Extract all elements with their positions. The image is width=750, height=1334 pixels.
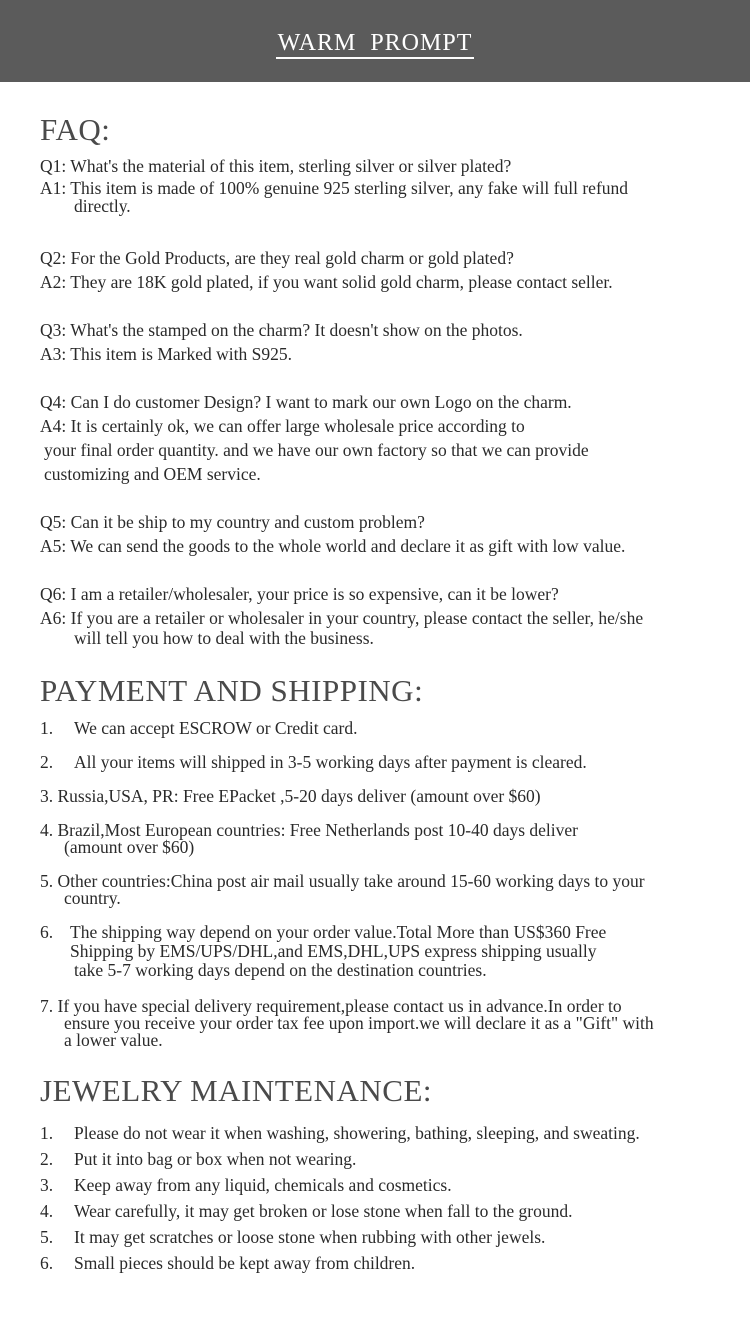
shipping-item-1-number: 1.	[40, 718, 54, 738]
banner-title	[0, 28, 750, 59]
faq-a4-line3: customizing and OEM service.	[44, 464, 261, 484]
faq-a4-line2: your final order quantity. and we have our own factory so that we can provide	[44, 440, 589, 460]
maintenance-item-6-number: 6.	[40, 1253, 54, 1273]
header-banner	[0, 0, 750, 82]
maintenance-item-3: Keep away from any liquid, chemicals and cosmetics.	[74, 1175, 452, 1195]
faq-a1-line1: A1: This item is made of 100% genuine 925 sterling silver, any fake will full refund	[40, 178, 629, 198]
shipping-item-6-line2: Shipping by EMS/UPS/DHL,and EMS,DHL,UPS express shipping usually	[70, 941, 597, 961]
maintenance-item-5-number: 5.	[40, 1227, 54, 1247]
shipping-item-2: All your items will shipped in 3-5 working days after payment is cleared.	[74, 752, 587, 772]
maintenance-item-3-number: 3.	[40, 1175, 54, 1195]
faq-a6-line1: A6: If you are a retailer or wholesaler in your country, please contact the seller, he/she	[40, 608, 644, 628]
maintenance-item-2-number: 2.	[40, 1149, 54, 1169]
shipping-item-7-line2: ensure you receive your order tax fee upon import.we will declare it as a "Gift" with	[64, 1013, 654, 1033]
faq-heading: FAQ:	[40, 112, 111, 147]
maintenance-item-5: It may get scratches or loose stone when rubbing with other jewels.	[74, 1227, 546, 1247]
shipping-item-1: We can accept ESCROW or Credit card.	[74, 718, 358, 738]
shipping-item-5-line2: country.	[64, 888, 121, 908]
banner-title-text: WARM PROMPT	[276, 29, 475, 59]
faq-q3: Q3: What's the stamped on the charm? It doesn't show on the photos.	[40, 320, 523, 340]
maintenance-item-2: Put it into bag or box when not wearing.	[74, 1149, 357, 1169]
maintenance-item-6: Small pieces should be kept away from children.	[74, 1253, 416, 1273]
maintenance-item-4-number: 4.	[40, 1201, 54, 1221]
maintenance-item-4: Wear carefully, it may get broken or lose stone when fall to the ground.	[74, 1201, 573, 1221]
shipping-item-6-line1: The shipping way depend on your order value.Total More than US$360 Free	[70, 922, 607, 942]
faq-a1-line2: directly.	[74, 196, 131, 216]
shipping-item-5-line1: 5. Other countries:China post air mail usually take around 15-60 working days to your	[40, 871, 645, 891]
faq-a5: A5: We can send the goods to the whole world and declare it as gift with low value.	[40, 536, 626, 556]
faq-q6: Q6: I am a retailer/wholesaler, your price is so expensive, can it be lower?	[40, 584, 559, 604]
maintenance-item-1-number: 1.	[40, 1123, 54, 1143]
shipping-item-2-number: 2.	[40, 752, 54, 772]
shipping-item-4-line2: (amount over $60)	[64, 837, 195, 857]
shipping-heading: PAYMENT AND SHIPPING:	[40, 673, 424, 708]
shipping-item-6-line3: take 5-7 working days depend on the destination countries.	[74, 960, 487, 980]
shipping-item-7-line1: 7. If you have special delivery requirement,please contact us in advance.In order to	[40, 996, 622, 1016]
faq-q5: Q5: Can it be ship to my country and custom problem?	[40, 512, 425, 532]
shipping-item-7-line3: a lower value.	[64, 1030, 163, 1050]
maintenance-item-1: Please do not wear it when washing, showering, bathing, sleeping, and sweating.	[74, 1123, 640, 1143]
maintenance-heading: JEWELRY MAINTENANCE:	[40, 1073, 433, 1108]
faq-a2: A2: They are 18K gold plated, if you want solid gold charm, please contact seller.	[40, 272, 613, 292]
faq-q1: Q1: What's the material of this item, sterling silver or silver plated?	[40, 156, 512, 176]
shipping-item-3: 3. Russia,USA, PR: Free EPacket ,5-20 days deliver (amount over $60)	[40, 786, 541, 806]
faq-q4: Q4: Can I do customer Design? I want to mark our own Logo on the charm.	[40, 392, 572, 412]
shipping-item-4-line1: 4. Brazil,Most European countries: Free Netherlands post 10-40 days deliver	[40, 820, 578, 840]
faq-a4-line1: A4: It is certainly ok, we can offer large wholesale price according to	[40, 416, 525, 436]
faq-a3: A3: This item is Marked with S925.	[40, 344, 292, 364]
faq-a6-line2: will tell you how to deal with the business.	[74, 628, 374, 648]
faq-q2: Q2: For the Gold Products, are they real gold charm or gold plated?	[40, 248, 514, 268]
shipping-item-6-number: 6.	[40, 922, 54, 942]
